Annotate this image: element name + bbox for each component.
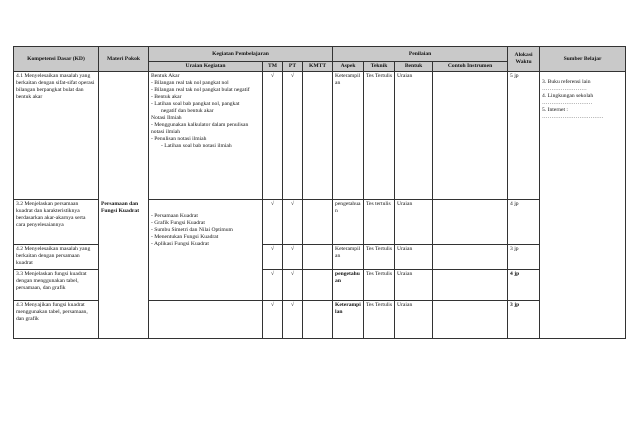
teknik-cell: Tes Tertulis (364, 300, 395, 338)
uraian-line: - Bentuk akar (151, 93, 182, 100)
contoh-cell (433, 269, 508, 300)
aspek-cell: Keterampilan (333, 71, 364, 199)
tm-check: √ (263, 300, 283, 338)
uraian-line: - Latihan soal bab notasi ilmiah (161, 142, 232, 149)
uraian-line: - Persamaan Kuadrat (151, 212, 198, 219)
header-teknik: Teknik (364, 62, 395, 72)
kmtt-cell (303, 244, 333, 269)
bentuk-cell: Uraian (395, 244, 433, 269)
bentuk-cell: Uraian (395, 199, 433, 244)
sumber-line: …………………………… (542, 113, 604, 120)
kd-cell: 3.3 Menjelaskan fungsi kuadrat dengan menggunakan tabel, persamaan, dan grafik (14, 269, 99, 300)
header-bentuk: Bentuk (395, 62, 433, 72)
header-kd: Kompetensi Dasar (KD) (14, 47, 99, 72)
header-kmtt: KMTT (303, 62, 333, 72)
uraian-line: - Menentukan Fungsi Kuadrat (151, 233, 219, 240)
uraian-line: Notasi Ilmiah (151, 114, 182, 121)
uraian-line: Bentuk Akar (151, 72, 180, 79)
header-pt: PT (283, 62, 303, 72)
aspek-cell: pengetahuan (333, 199, 364, 244)
header-sumber: Sumber Belajar (540, 47, 626, 72)
kd-cell: 4.3 Menyajikan fungsi kuadrat menggunakan tabel, persamaan, dan grafik (14, 300, 99, 338)
kmtt-cell (303, 300, 333, 338)
sumber-line: 3. Buku referensi lain (542, 78, 591, 85)
bentuk-cell: Uraian (395, 300, 433, 338)
kmtt-cell (303, 199, 333, 244)
uraian-cell (149, 199, 263, 300)
uraian-line: - Menggunakan kalkulator dalam penulisan notasi ilmiah (151, 121, 249, 135)
pt-check: √ (283, 269, 303, 300)
bentuk-cell: Uraian (395, 71, 433, 199)
alokasi-cell: 3 jp (508, 300, 540, 338)
pt-check: √ (283, 244, 303, 269)
uraian-line: - Grafik Fungsi Kuadrat (151, 219, 205, 226)
header-kegiatan: Kegiatan Pembelajaran (149, 47, 333, 62)
uraian-line: negatif dan bentuk akar (161, 107, 214, 114)
kmtt-cell (303, 71, 333, 199)
header-contoh: Contoh Instrumen (433, 62, 508, 72)
alokasi-cell: 4 jp (508, 269, 540, 300)
alokasi-cell: 5 jp (508, 71, 540, 199)
materi-kuadrat: Persamaan dan Fungsi Kuadrat (101, 200, 140, 214)
uraian-line: - Aplikasi Fungsi Kuadrat (151, 240, 209, 247)
teknik-cell: Tes Tertulis (364, 71, 395, 199)
kd-cell: 4.1 Menyelesaikan masalah yang berkaitan dengan sifat-sifat operasi bilangan berpangkat bulat dan bentuk akar (14, 71, 99, 199)
header-materi: Materi Pokok (99, 47, 149, 72)
contoh-cell (433, 71, 508, 199)
kd-cell: 3.2 Menjelaskan persamaan kuadrat dan karakteristiknya berdasarkan akar-akarnya serta cara penyelesaiannya (14, 199, 99, 244)
kmtt-cell (303, 269, 333, 300)
contoh-cell (433, 199, 508, 244)
tm-check: √ (263, 269, 283, 300)
uraian-line: - Bilangan real tak nol pangkat bulat negatif (151, 86, 250, 93)
alokasi-cell: 4 jp (508, 199, 540, 244)
uraian-line: - Bilangan real tak nol pangkat nol (151, 79, 229, 86)
table-row (14, 71, 626, 199)
tm-check: √ (263, 199, 283, 244)
bentuk-cell: Uraian (395, 269, 433, 300)
uraian-line: - Sumbu Simetri dan Nilai Optimum (151, 226, 233, 233)
pt-check: √ (283, 300, 303, 338)
header-penilaian: Penilaian (333, 47, 508, 62)
tm-check: √ (263, 71, 283, 199)
sumber-line: 4. Lingkungan sekolah (542, 92, 594, 99)
aspek-cell: Keterampilan (333, 300, 364, 338)
teknik-cell: Tes Tertulis (364, 244, 395, 269)
header-alokasi: Alokasi Waktu (508, 47, 540, 72)
aspek-cell: pengetahuan (333, 269, 364, 300)
header-uraian-kegiatan: Uraian Kegiatan (149, 62, 263, 72)
sumber-line: 5. Internet : (542, 106, 568, 113)
uraian-cell (149, 71, 263, 199)
teknik-cell: Tes Tertulis (364, 269, 395, 300)
kd-cell: 4.2 Menyelesaikan masalah yang berkaitan dengan persamaan kuadrat (14, 244, 99, 269)
alokasi-cell: 3 jp (508, 244, 540, 269)
contoh-cell (433, 244, 508, 269)
aspek-cell: Keterampilan (333, 244, 364, 269)
pt-check: √ (283, 199, 303, 244)
sumber-line: ……………………… (542, 99, 593, 106)
tm-check: √ (263, 244, 283, 269)
contoh-cell (433, 300, 508, 338)
sumber-cell (540, 71, 626, 338)
teknik-cell: Tes tertulis (364, 199, 395, 244)
pt-check: √ (283, 71, 303, 199)
header-tm: TM (263, 62, 283, 72)
header-aspek: Aspek (333, 62, 364, 72)
uraian-line: - Latihan soal bab pangkat nol, pangkat (151, 100, 240, 107)
syllabus-table (13, 46, 626, 339)
uraian-line: - Penulisan notasi ilmiah (151, 135, 207, 142)
materi-cell (99, 71, 149, 338)
sumber-line: …………………… (542, 85, 587, 92)
uraian-cell (149, 300, 263, 338)
